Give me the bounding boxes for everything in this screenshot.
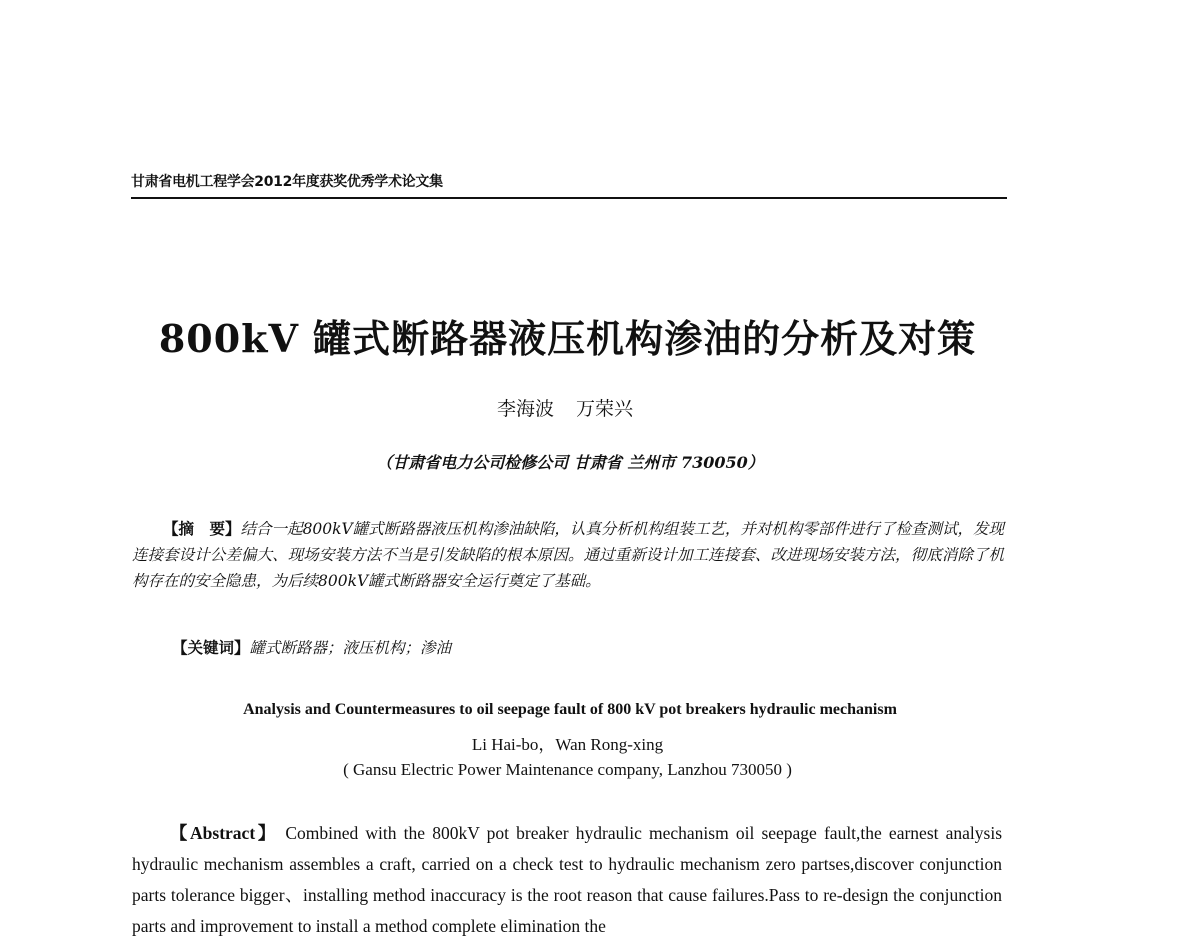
english-title: Analysis and Countermeasures to oil seepage fault of 800 kV pot breakers hydraulic mechanism bbox=[243, 701, 897, 718]
abstract-chinese bbox=[132, 516, 1004, 594]
running-title: 甘肃省电机工程学会2012年度获奖优秀学术论文集 bbox=[131, 174, 443, 190]
running-header bbox=[131, 171, 1007, 199]
affiliation: （甘肃省电力公司检修公司 甘肃省 兰州市 730050） bbox=[376, 453, 764, 472]
english-abstract-body: Combined with the 800kV pot breaker hydraulic mechanism oil seepage fault,the earnest analysis hydraulic mechanism assembles a craft, carried on a check test to hydraulic mechanism zero partses,discover conjunction parts tolerance bigger、installing method inaccuracy is the root reason that cause failures.Pass to re-design the conjunction parts and improvement to install a method complete elimination the bbox=[132, 823, 1003, 936]
author-name: 万荣兴 bbox=[576, 398, 634, 420]
paper-title: 800kV 罐式断路器液压机构渗油的分析及对策 bbox=[158, 316, 977, 361]
english-abstract-label: 【Abstract】 bbox=[167, 823, 279, 843]
author-list bbox=[0, 394, 1130, 421]
english-authors: Li Hai-bo，Wan Rong-xing bbox=[471, 735, 664, 754]
abstract-english bbox=[132, 818, 1002, 942]
abstract-label: 【摘 要】 bbox=[163, 519, 241, 538]
abstract-body: 结合一起800kV罐式断路器液压机构渗油缺陷，认真分析机构组装工艺，并对机构零部件进行了检查测试，发现连接套设计公差偏大、现场安装方法不当是引发缺陷的根本原因。通过重新设计加工连接套、改进现场安装方法，彻底消除了机构存在的安全隐患，为后续800kV罐式断路器安全运行奠定了基础。 bbox=[132, 520, 1004, 590]
author-name: 李海波 bbox=[496, 398, 554, 420]
keywords-label: 【关键词】 bbox=[172, 638, 250, 657]
keywords bbox=[172, 636, 1002, 658]
keywords-body: 罐式断路器；液压机构；渗油 bbox=[249, 639, 452, 657]
english-affiliation: ( Gansu Electric Power Maintenance company, Lanzhou 730050 ) bbox=[343, 760, 792, 779]
